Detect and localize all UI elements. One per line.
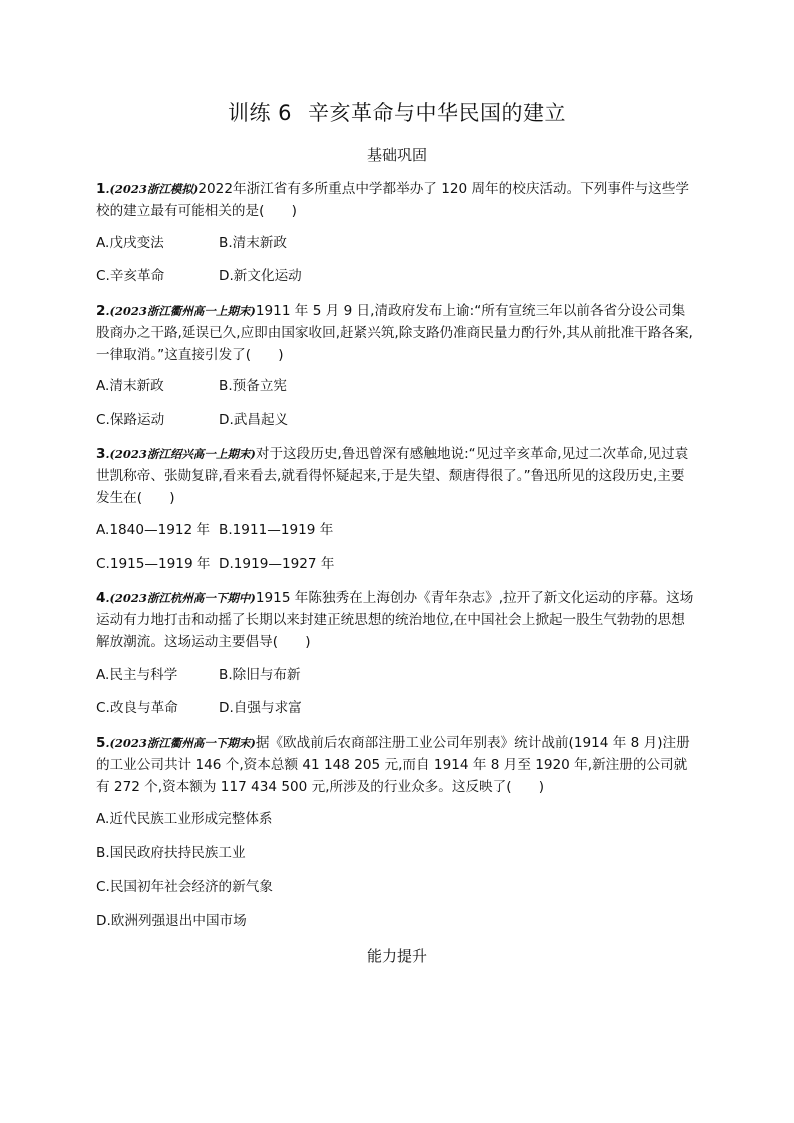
option-c[interactable]: C.辛亥革命 [96,268,165,284]
page-title: 训练 6 辛亥革命与中华民国的建立 [227,101,567,125]
option-c[interactable]: C.1915—1919 年 [96,556,211,572]
option-d[interactable]: D.新文化运动 [219,268,302,284]
question-1: 1.(2023浙江模拟)2022年浙江省有多所重点中学都举办了 120 周年的校庆活动。下列事件与这些学校的建立最有可能相关的是( ) [96,181,689,219]
option-b[interactable]: B.1911—1919 年 [219,522,334,538]
question-3: 3.(2023浙江绍兴高一上期末)对于这段历史,鲁迅曾深有感触地说:“见过辛亥革命,见过二次革命,见过袁世凯称帝、张勋复辟,看来看去,就看得怀疑起来,于是失望、颓唐得很了。”鲁迅所见的这段历史,主要发生在( ) [96,446,689,506]
option-a[interactable]: A.清末新政 [96,378,164,394]
option-a[interactable]: A.民主与科学 [96,667,178,683]
option-a[interactable]: A.戊戌变法 [96,235,164,251]
option-b[interactable]: B.预备立宪 [219,378,288,394]
option-d[interactable]: D.武昌起义 [219,412,289,428]
question-5: 5.(2023浙江衢州高一下期末)据《欧战前后农商部注册工业公司年别表》统计战前(1914 年 8 月)注册的工业公司共计 146 个,资本总额 41 148 205 元,而自 1914 年 8 月至 1920 年,新注册的公司就有 272 个,资本额为 117 434 500 元,所涉及的行业众多。这反映了( ) [96,735,690,795]
option-c[interactable]: C.民国初年社会经济的新气象 [96,879,273,895]
question-4: 4.(2023浙江杭州高一下期中)1915 年陈独秀在上海创办《青年杂志》,拉开了新文化运动的序幕。这场运动有力地打击和动摇了长期以来封建正统思想的统治地位,在中国社会上掀起一股生气勃勃的思想解放潮流。这场运动主要倡导( ) [96,590,694,650]
option-d[interactable]: D.欧洲列强退出中国市场 [96,913,247,929]
option-b[interactable]: B.除旧与布新 [219,667,301,683]
option-a[interactable]: A.近代民族工业形成完整体系 [96,811,273,827]
section-heading-basic: 基础巩固 [366,146,427,164]
option-c[interactable]: C.改良与革命 [96,700,178,716]
section-heading-advanced: 能力提升 [366,947,427,965]
option-d[interactable]: D.自强与求富 [219,700,302,716]
option-b[interactable]: B.清末新政 [219,235,288,251]
option-b[interactable]: B.国民政府扶持民族工业 [96,845,246,861]
question-2: 2.(2023浙江衢州高一上期末)1911 年 5 月 9 日,清政府发布上谕:“所有宣统三年以前各省分设公司集股商办之干路,延误已久,应即由国家收回,赶紧兴筑,除支路仍准商民量力酌行外,其从前批准干路各案,一律取消。”这直接引发了( ) [96,303,693,363]
option-a[interactable]: A.1840—1912 年 [96,522,211,538]
option-d[interactable]: D.1919—1927 年 [219,556,335,572]
option-c[interactable]: C.保路运动 [96,412,165,428]
